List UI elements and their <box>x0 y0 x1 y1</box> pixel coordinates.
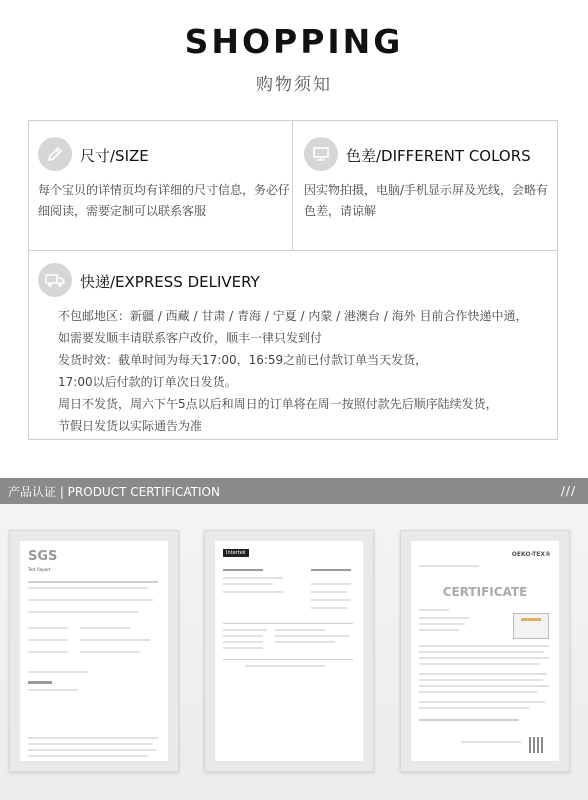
sgs-heading: Test Report <box>28 567 51 572</box>
delivery-title: 快递/EXPRESS DELIVERY <box>80 273 260 291</box>
certification-bar <box>0 478 588 504</box>
sgs-certificate <box>9 530 179 772</box>
intertek-certificate <box>204 530 374 772</box>
colors-title: 色差/DIFFERENT COLORS <box>346 147 531 165</box>
size-title: 尺寸/SIZE <box>80 147 149 165</box>
oekotex-seal <box>513 613 549 639</box>
certificate-heading: CERTIFICATE <box>442 585 528 599</box>
certificate-paper <box>20 541 168 761</box>
intertek-logo: Intertek <box>223 549 249 557</box>
delivery-line: 如需要发顺丰请联系客户改价，顺丰一律只发到付 <box>58 331 323 345</box>
certificate-paper <box>215 541 363 761</box>
divider-vertical <box>292 120 293 250</box>
sgs-logo: SGS <box>28 549 58 564</box>
divider-horizontal <box>28 250 558 251</box>
delivery-line: 发货时效：截单时间为每天17:00，16:59之前已付款订单当天发货， <box>58 353 428 367</box>
page-title: SHOPPING <box>184 22 404 61</box>
delivery-line: 节假日发货以实际通告为准 <box>58 419 203 433</box>
pencil-icon <box>38 137 72 171</box>
oekotex-certificate <box>400 530 570 772</box>
truck-icon <box>38 263 72 297</box>
delivery-line: 不包邮地区：新疆 / 西藏 / 甘肃 / 青海 / 宁夏 / 内蒙 / 港澳台 / 海外 目前合作快递中通， <box>58 309 528 323</box>
certificate-paper <box>411 541 559 761</box>
delivery-text <box>58 305 548 437</box>
certification-label: 产品认证 | PRODUCT CERTIFICATION <box>8 484 220 499</box>
page-subtitle: 购物须知 <box>256 75 332 95</box>
colors-text: 因实物拍摄，电脑/手机显示屏及光线，会略有色差，请谅解 <box>304 183 549 218</box>
qr-code <box>529 737 545 753</box>
oekotex-logo: OEKO-TEX® <box>511 551 551 558</box>
bar-decoration: /// <box>560 484 576 498</box>
size-text: 每个宝贝的详情页均有详细的尺寸信息，务必仔细阅读，需要定制可以联系客服 <box>38 183 291 218</box>
delivery-line: 周日不发货，周六下午5点以后和周日的订单将在周一按照付款先后顺序陆续发货， <box>58 397 498 411</box>
delivery-line: 17:00以后付款的订单次日发货。 <box>58 375 237 389</box>
monitor-icon <box>304 137 338 171</box>
